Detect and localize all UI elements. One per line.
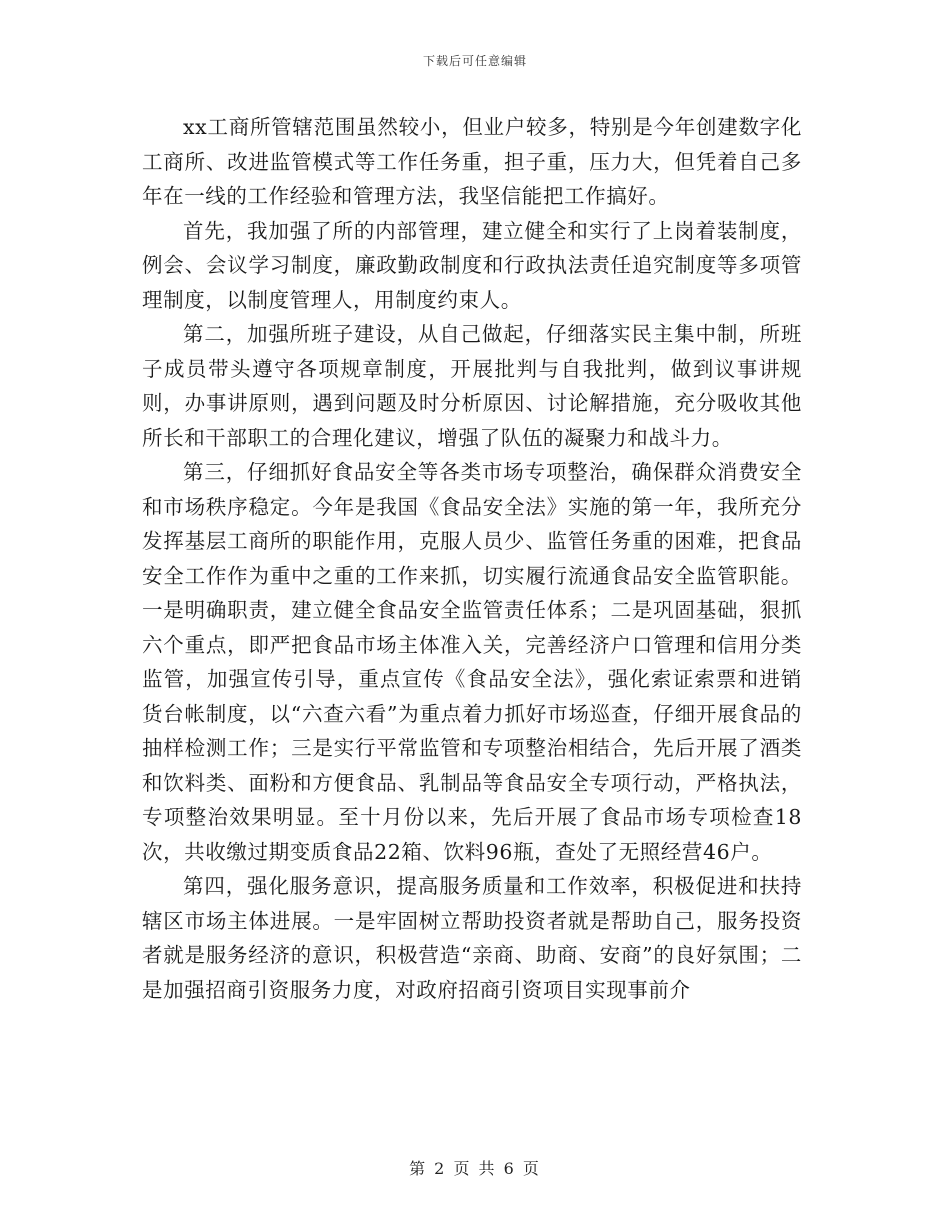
paragraph: 第三，仔细抓好食品安全等各类市场专项整治，确保群众消费安全和市场秩序稳定。今年是我国《食品安全法》实施的第一年，我所充分发挥基层工商所的职能作用，克服人员少、监管任务重的困难，把食品安全工作作为重中之重的工作来抓，切实履行流通食品安全监管职能。一是明确职责，建立健全食品安全监管责任体系；二是巩固基础，狠抓六个重点，即严把食品市场主体准入关，完善经济户口管理和信用分类监管，加强宣传引导，重点宣传《食品安全法》，强化索证索票和进销货台帐制度，以“六查六看”为重点着力抓好市场巡查，仔细开展食品的抽样检测工作；三是实行平常监管和专项整治相结合，先后开展了酒类和饮料类、面粉和方便食品、乳制品等食品安全专项行动，严格执法，专项整治效果明显。至十月份以来，先后开展了食品市场专项检查18次，共收缴过期变质食品22箱、饮料96瓶，查处了无照经营46户。 [142,460,802,864]
document-body [142,110,802,1007]
paragraph: 第四，强化服务意识，提高服务质量和工作效率，积极促进和扶持辖区市场主体进展。一是牢固树立帮助投资者就是帮助自己，服务投资者就是服务经济的意识，积极营造“亲商、助商、安商”的良好氛围；二是加强招商引资服务力度，对政府招商引资项目实现事前介 [142,874,802,1002]
paragraph: 第二，加强所班子建设，从自己做起，仔细落实民主集中制，所班子成员带头遵守各项规章制度，开展批判与自我批判，做到议事讲规则，办事讲原则，遇到问题及时分析原因、讨论解措施，充分吸收其他所长和干部职工的合理化建议，增强了队伍的凝聚力和战斗力。 [142,322,802,450]
page-number-footer: 第 2 页 共 6 页 [409,1159,541,1178]
page-header: 下载后可任意编辑 [422,54,527,68]
paragraph: xx工商所管辖范围虽然较小，但业户较多，特别是今年创建数字化工商所、改进监管模式等工作任务重，担子重，压力大，但凭着自己多年在一线的工作经验和管理方法，我坚信能把工作搞好。 [142,115,802,208]
paragraph: 首先，我加强了所的内部管理，建立健全和实行了上岗着装制度，例会、会议学习制度，廉政勤政制度和行政执法责任追究制度等多项管理制度，以制度管理人，用制度约束人。 [142,218,802,312]
